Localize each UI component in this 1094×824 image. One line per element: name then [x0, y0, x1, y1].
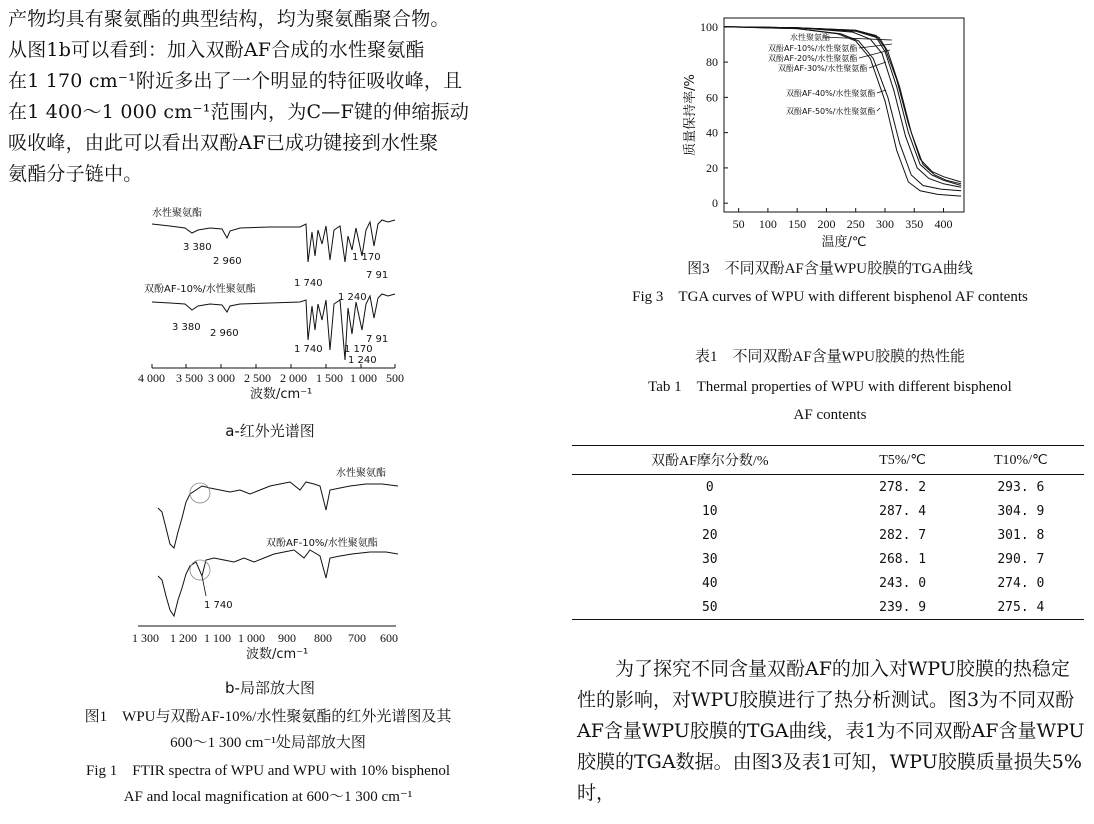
fig3-caption-cn: 图3 不同双酚AF含量WPU胶膜的TGA曲线	[687, 261, 973, 277]
table-row	[572, 571, 1084, 595]
fig1a-xtick-label: 1 500	[316, 371, 343, 385]
fig1a-peak-label: 7 91	[366, 334, 389, 345]
x-tick-label: 250	[846, 217, 865, 231]
table1-title	[572, 346, 1088, 426]
right-paragraph	[577, 654, 1087, 809]
y-axis-title: 质量保持率/%	[683, 74, 698, 156]
fig1a-peak-label: 1 170	[344, 344, 373, 355]
table-cell: 304. 9	[997, 503, 1045, 519]
table-cell: 287. 4	[879, 503, 927, 519]
fig1a-ftir-spectra	[130, 200, 420, 415]
table-cell: 278. 2	[879, 479, 927, 495]
fig1a-peak-label: 3 380	[172, 322, 201, 333]
fig1-caption-cn-line: 图1 WPU与双酚AF-10%/水性聚氨酯的红外光谱图及其	[84, 709, 452, 725]
fig1a-peak-label: 2 960	[213, 256, 242, 267]
table-cell: 274. 0	[997, 575, 1045, 591]
table-cell: 282. 7	[879, 527, 927, 543]
table-cell: 301. 8	[997, 527, 1045, 543]
y-tick-label: 60	[706, 90, 718, 105]
fig1b-xtick-label: 700	[348, 631, 366, 645]
fig1b-x-axis-title: 波数/cm⁻¹	[246, 647, 309, 662]
fig1a-peak-label: 1 240	[348, 355, 377, 366]
fig1a-xtick-label: 2 500	[244, 371, 271, 385]
fig1a-xtick-label: 4 000	[138, 371, 165, 385]
fig1a-xtick-label: 1 000	[350, 371, 377, 385]
fig1a-xtick-label: 2 000	[280, 371, 307, 385]
table-row	[572, 523, 1084, 547]
table-cell: 30	[701, 551, 718, 567]
fig1a-peak-label: 3 380	[183, 242, 212, 253]
fig1a-peak-label: 1 740	[294, 278, 323, 289]
table-cell: 275. 4	[997, 599, 1045, 615]
fig1-caption-en-line: Fig 1 FTIR spectra of WPU and WPU with 10% bisphenol	[85, 763, 450, 779]
table-cell: 243. 0	[879, 575, 927, 591]
y-tick-label: 40	[706, 125, 718, 140]
left-text-line: 氨酯分子链中。	[8, 163, 143, 185]
x-tick-label: 350	[905, 217, 924, 231]
left-text-line: 产物均具有聚氨酯的典型结构，均为聚氨酯聚合物。	[8, 8, 450, 30]
y-tick-label: 0	[712, 196, 718, 211]
x-tick-label: 400	[934, 217, 953, 231]
fig1b-local-magnification	[130, 460, 420, 670]
fig3-caption	[572, 258, 1088, 308]
legend-label: 水性聚氨酯	[790, 33, 830, 42]
fig1a-peak-label: 1 740	[294, 344, 323, 355]
fig1b-xtick-label: 900	[278, 631, 296, 645]
table-row	[572, 475, 1084, 500]
fig1b-peak-label: 1 740	[204, 600, 233, 611]
table-cell: 293. 6	[997, 479, 1045, 495]
x-tick-label: 300	[875, 217, 894, 231]
legend-arrow	[877, 108, 880, 111]
legend-label: 双酚AF-20%/水性聚氨酯	[768, 54, 858, 63]
fig1b-highlight-circle	[190, 483, 210, 503]
fig1a-peak-label: 7 91	[366, 270, 389, 281]
fig1a-subcaption: a-红外光谱图	[225, 422, 315, 440]
legend-label: 双酚AF-40%/水性聚氨酯	[786, 89, 876, 98]
legend-label: 双酚AF-50%/水性聚氨酯	[786, 107, 876, 116]
fig1b-subcaption: b-局部放大图	[225, 679, 315, 697]
table-cell: 239. 9	[879, 599, 927, 615]
table-header-cell: T5%/℃	[848, 446, 958, 475]
table-cell: 290. 7	[997, 551, 1045, 567]
legend-arrow	[859, 44, 892, 48]
x-axis-title: 温度/℃	[821, 235, 867, 250]
fig3-tga-chart	[680, 10, 980, 250]
left-text-line: 在1 400～1 000 cm⁻¹范围内，为C—F键的伸缩振动	[8, 101, 470, 123]
fig1a-peak-label: 1 170	[352, 252, 381, 263]
table1-title-en: AF contents	[793, 407, 867, 423]
table-cell: 0	[705, 479, 714, 495]
table-header-cell: 双酚AF摩尔分数/%	[572, 446, 848, 475]
fig1-caption	[10, 706, 526, 808]
table-row	[572, 499, 1084, 523]
fig1-caption-en-line: AF and local magnification at 600～1 300 cm⁻¹	[123, 789, 413, 805]
fig1b-xtick-label: 1 300	[132, 631, 159, 645]
fig1a-peak-label: 2 960	[210, 328, 239, 339]
table-cell: 10	[701, 503, 718, 519]
y-tick-label: 80	[706, 55, 718, 70]
x-tick-label: 50	[732, 217, 745, 231]
fig1b-trace2-label: 双酚AF-10%/水性聚氨酯	[266, 538, 378, 549]
fig1b-xtick-label: 1 200	[170, 631, 197, 645]
fig1b-xtick-label: 1 100	[204, 631, 231, 645]
fig1a-trace2-label: 双酚AF-10%/水性聚氨酯	[144, 284, 256, 295]
fig1a-xtick-label: 3 000	[208, 371, 235, 385]
table1-title-en: Tab 1 Thermal properties of WPU with different bisphenol	[648, 379, 1012, 395]
legend-label: 双酚AF-30%/水性聚氨酯	[778, 64, 868, 73]
table-header-cell: T10%/℃	[958, 446, 1084, 475]
fig1b-xtick-label: 800	[314, 631, 332, 645]
table-row	[572, 595, 1084, 620]
fig1-caption-cn-line: 600～1 300 cm⁻¹处局部放大图	[170, 735, 366, 751]
legend-arrow	[823, 37, 893, 40]
left-text-line: 吸收峰，由此可以看出双酚AF已成功键接到水性聚	[8, 132, 439, 154]
fig1b-highlight-circle	[190, 560, 210, 580]
table-cell: 50	[701, 599, 718, 615]
table-cell: 40	[701, 575, 718, 591]
fig1a-x-axis-title: 波数/cm⁻¹	[250, 387, 313, 402]
x-tick-label: 100	[758, 217, 777, 231]
table-row	[572, 547, 1084, 571]
fig3-caption-en: Fig 3 TGA curves of WPU with different bisphenol AF contents	[632, 289, 1028, 305]
left-paragraph	[8, 4, 526, 190]
legend-label: 双酚AF-10%/水性聚氨酯	[768, 44, 858, 53]
x-tick-label: 150	[788, 217, 807, 231]
fig1a-trace1-label: 水性聚氨酯	[152, 208, 202, 219]
fig1a-xtick-label: 500	[386, 371, 404, 385]
left-text-line: 从图1b可以看到：加入双酚AF合成的水性聚氨酯	[8, 39, 425, 61]
table-cell: 268. 1	[879, 551, 927, 567]
fig1b-trace1-label: 水性聚氨酯	[336, 468, 386, 479]
fig1a-peak-label: 1 240	[338, 292, 367, 303]
table-cell: 20	[701, 527, 718, 543]
y-tick-label: 100	[700, 19, 718, 34]
table1-title-cn: 表1 不同双酚AF含量WPU胶膜的热性能	[694, 349, 965, 365]
left-text-line: 在1 170 cm⁻¹附近多出了一个明显的特征吸收峰，且	[8, 70, 463, 92]
x-tick-label: 200	[817, 217, 836, 231]
fig1b-xtick-label: 1 000	[238, 631, 265, 645]
right-text: 为了探究不同含量双酚AF的加入对WPU胶膜的热稳定性的影响，对WPU胶膜进行了热分析测试。图3为不同双酚AF含量WPU胶膜的TGA曲线，表1为不同双酚AF含量WPU胶膜的TGA数据。由图3及表1可知，WPU胶膜质量损失5%时，	[577, 658, 1085, 804]
table1	[572, 445, 1084, 620]
fig1a-xtick-label: 3 500	[176, 371, 203, 385]
y-tick-label: 20	[706, 160, 718, 175]
fig1b-xtick-label: 600	[380, 631, 398, 645]
fig1b-trace2	[158, 550, 398, 616]
table-header-row	[572, 446, 1084, 475]
